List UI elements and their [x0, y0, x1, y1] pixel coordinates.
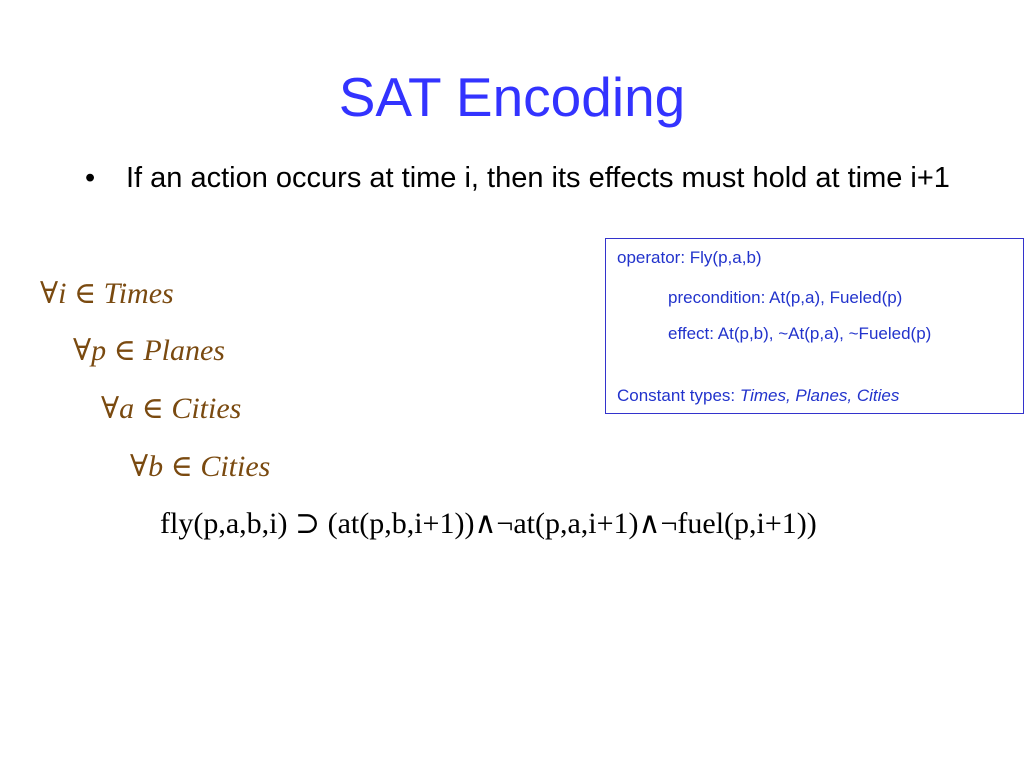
quantifier-domain: Cities	[200, 450, 271, 483]
effect-line: effect: At(p,b), ~At(p,a), ~Fueled(p)	[668, 324, 932, 343]
quantifier-cities-b	[130, 449, 270, 485]
quantifier-variable: i	[58, 277, 67, 310]
quantifier-planes	[73, 333, 225, 369]
quantifier-variable: p	[91, 334, 107, 367]
forall-symbol: ∀	[40, 277, 59, 310]
quantifier-domain: Cities	[171, 392, 242, 425]
forall-symbol: ∀	[73, 334, 92, 367]
operator-line: operator: Fly(p,a,b)	[617, 248, 762, 267]
quantifier-times	[40, 276, 174, 312]
element-of-symbol: ∈	[113, 334, 136, 367]
forall-symbol: ∀	[130, 450, 149, 483]
quantifier-cities-a	[101, 391, 241, 427]
constant-types-line	[617, 385, 899, 406]
element-of-symbol: ∈	[170, 450, 193, 483]
quantifier-domain: Times	[103, 277, 174, 310]
forall-symbol: ∀	[101, 392, 120, 425]
quantifier-variable: a	[119, 392, 135, 425]
constant-types-values: Times, Planes, Cities	[739, 386, 900, 405]
element-of-symbol: ∈	[73, 277, 97, 310]
element-of-symbol: ∈	[141, 392, 164, 425]
quantifier-domain: Planes	[143, 334, 225, 367]
effect-formula: fly(p,a,b,i) ⊃ (at(p,b,i+1))∧¬at(p,a,i+1)∧¬fuel(p,i+1))	[160, 507, 817, 540]
operator-box	[605, 238, 1024, 414]
quantifier-variable: b	[148, 450, 164, 483]
precondition-line: precondition: At(p,a), Fueled(p)	[668, 288, 903, 307]
bullet-text: If an action occurs at time i, then its effects must hold at time i+1	[126, 162, 950, 194]
bullet-marker: •	[85, 162, 96, 194]
constant-types-label: Constant types:	[617, 386, 740, 405]
slide-title: SAT Encoding	[338, 66, 686, 128]
